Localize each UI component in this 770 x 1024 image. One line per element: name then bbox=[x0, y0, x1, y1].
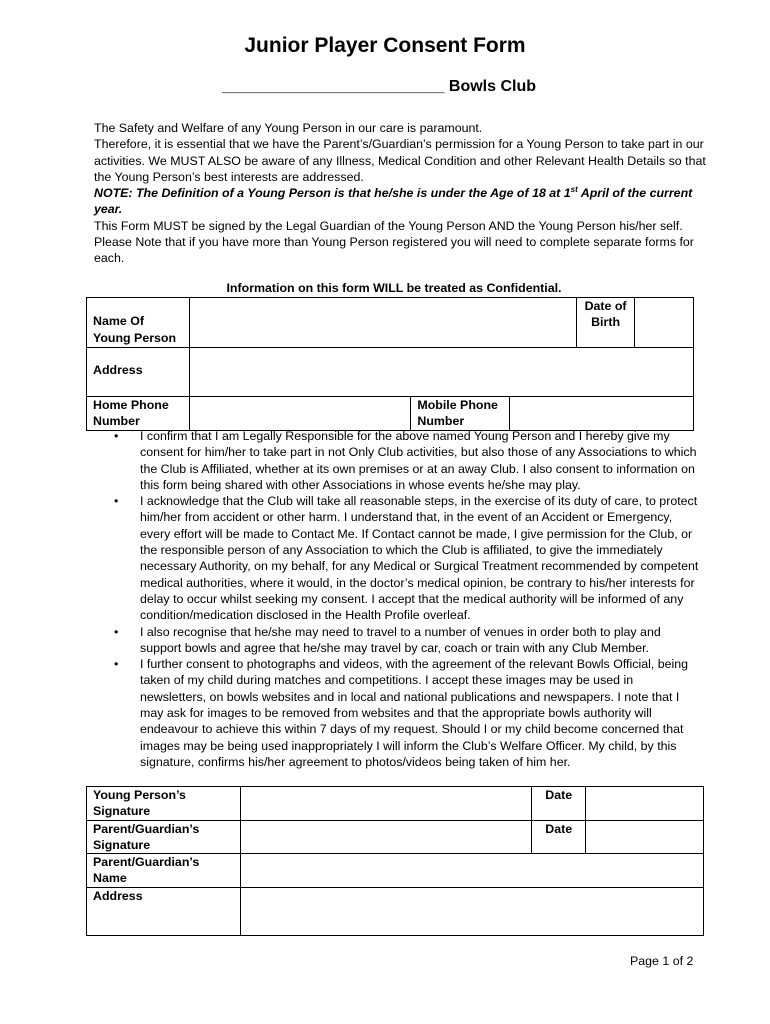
note-text: April of the current year. bbox=[94, 186, 693, 217]
home-phone-label: Home Phone Number bbox=[87, 397, 190, 431]
mobile-phone-label: Mobile Phone Number bbox=[411, 397, 510, 431]
intro-paragraph: The Safety and Welfare of any Young Person in our care is paramount. bbox=[94, 121, 483, 135]
young-person-date-field[interactable] bbox=[586, 787, 704, 821]
address-label: Address bbox=[87, 348, 190, 397]
consent-text: I also recognise that he/she may need to travel to a number of venues in order both to play and support bowls and agree that he/she may travel by car, coach or train with any Club Member. bbox=[140, 624, 661, 655]
form-title: Junior Player Consent Form bbox=[244, 34, 526, 57]
consent-text: I acknowledge that the Club will take all reasonable steps, in the exercise of its duty of care, to protect him/her from accident or other harm. I understand that, in the event of an Accident or Emergency, every effort will be made to Contact Me. If Contact cannot be made, I give permission for the Club, or the responsible person of any Association to which the Club is affiliated, to give the immediately necessary Authority, on my behalf, for any Medical or Surgical Treatment recommended by competent medical authorities, where it would, in the doctor’s medical opinion, be contrary to his/her interests for delay to occur whilst seeking my consent. I accept that the medical authority will be informed of any condition/medication disclosed in the Health Profile overleaf. bbox=[140, 494, 699, 623]
bullet-icon: • bbox=[114, 494, 119, 509]
intro-paragraph: Therefore, it is essential that we have the Parent’s/Guardian’s permission for a Young Person to take part in our activities. We MUST ALSO be aware of any Illness, Medical Condition and other Relevant Health Details so that the Young Person’s best interests are addressed. bbox=[94, 137, 706, 184]
consent-text: I confirm that I am Legally Responsible for the above named Young Person and I hereby give my consent for him/her to take part in not Only Club activities, but also those of any Associations to which the Club is Affiliated, whether at its own premises or at an away Club. I also consent to information on this form being shared with other Associations in whose events he/she may play. bbox=[140, 429, 697, 492]
consent-item bbox=[110, 428, 700, 493]
bullet-icon: • bbox=[114, 429, 119, 443]
parent-name-label: Parent/Guardian’s Name bbox=[87, 854, 241, 888]
consent-statements bbox=[110, 428, 700, 770]
date-label: Date bbox=[532, 787, 586, 821]
parent-name-field[interactable] bbox=[240, 854, 703, 888]
intro-paragraph: Please Note that if you have more than Young Person registered you will need to complete separate forms for each. bbox=[94, 235, 694, 266]
date-label: Date bbox=[532, 820, 586, 854]
bullet-icon: • bbox=[114, 624, 119, 639]
confidential-notice: Information on this form WILL be treated as Confidential. bbox=[226, 281, 562, 295]
consent-item bbox=[110, 493, 700, 623]
dob-field[interactable] bbox=[635, 298, 694, 348]
bullet-icon: • bbox=[114, 657, 119, 672]
name-label: Name Of Young Person bbox=[87, 298, 190, 348]
parent-date-field[interactable] bbox=[586, 820, 704, 854]
consent-item bbox=[110, 656, 700, 770]
young-person-details-table bbox=[86, 297, 694, 431]
consent-item bbox=[110, 624, 700, 657]
intro-paragraph: This Form MUST be signed by the Legal Guardian of the Young Person AND the Young Person his/her self. bbox=[94, 218, 683, 233]
address-field[interactable] bbox=[189, 348, 693, 397]
age-definition-note bbox=[94, 185, 714, 218]
young-person-signature-label: Young Person’s Signature bbox=[87, 787, 241, 821]
parent-signature-label: Parent/Guardian’s Signature bbox=[87, 820, 241, 854]
mobile-phone-field[interactable] bbox=[510, 397, 694, 431]
home-phone-field[interactable] bbox=[189, 397, 410, 431]
page-number: Page 1 of 2 bbox=[630, 954, 694, 968]
club-name-line: _________________________ Bowls Club bbox=[222, 78, 537, 95]
parent-signature-field[interactable] bbox=[240, 820, 531, 854]
consent-text: I further consent to photographs and videos, with the agreement of the relevant Bowls Official, being taken of my child during matches and competitions. I accept these images may be used in newsletters, on bowls websites and in local and national publications and newspapers. I note that I may ask for images to be removed from websites and that the appropriate bowls authority will endeavour to achieve this within 7 days of my request. Should I or my child become concerned that images may be being used inappropriately I will inform the Club’s Welfare Officer. My child, by this signature, confirms his/her agreement to photos/videos being taken of him her. bbox=[140, 657, 689, 769]
note-superscript: st bbox=[570, 185, 578, 195]
parent-address-field[interactable] bbox=[240, 887, 703, 935]
dob-label: Date of Birth bbox=[577, 298, 635, 348]
signature-table bbox=[86, 786, 704, 936]
intro-text bbox=[94, 120, 714, 267]
name-field[interactable] bbox=[189, 298, 576, 348]
young-person-signature-field[interactable] bbox=[240, 787, 531, 821]
note-text: NOTE: The Definition of a Young Person is that he/she is under the Age of 18 at 1 bbox=[94, 186, 571, 201]
parent-address-label: Address bbox=[87, 887, 241, 935]
